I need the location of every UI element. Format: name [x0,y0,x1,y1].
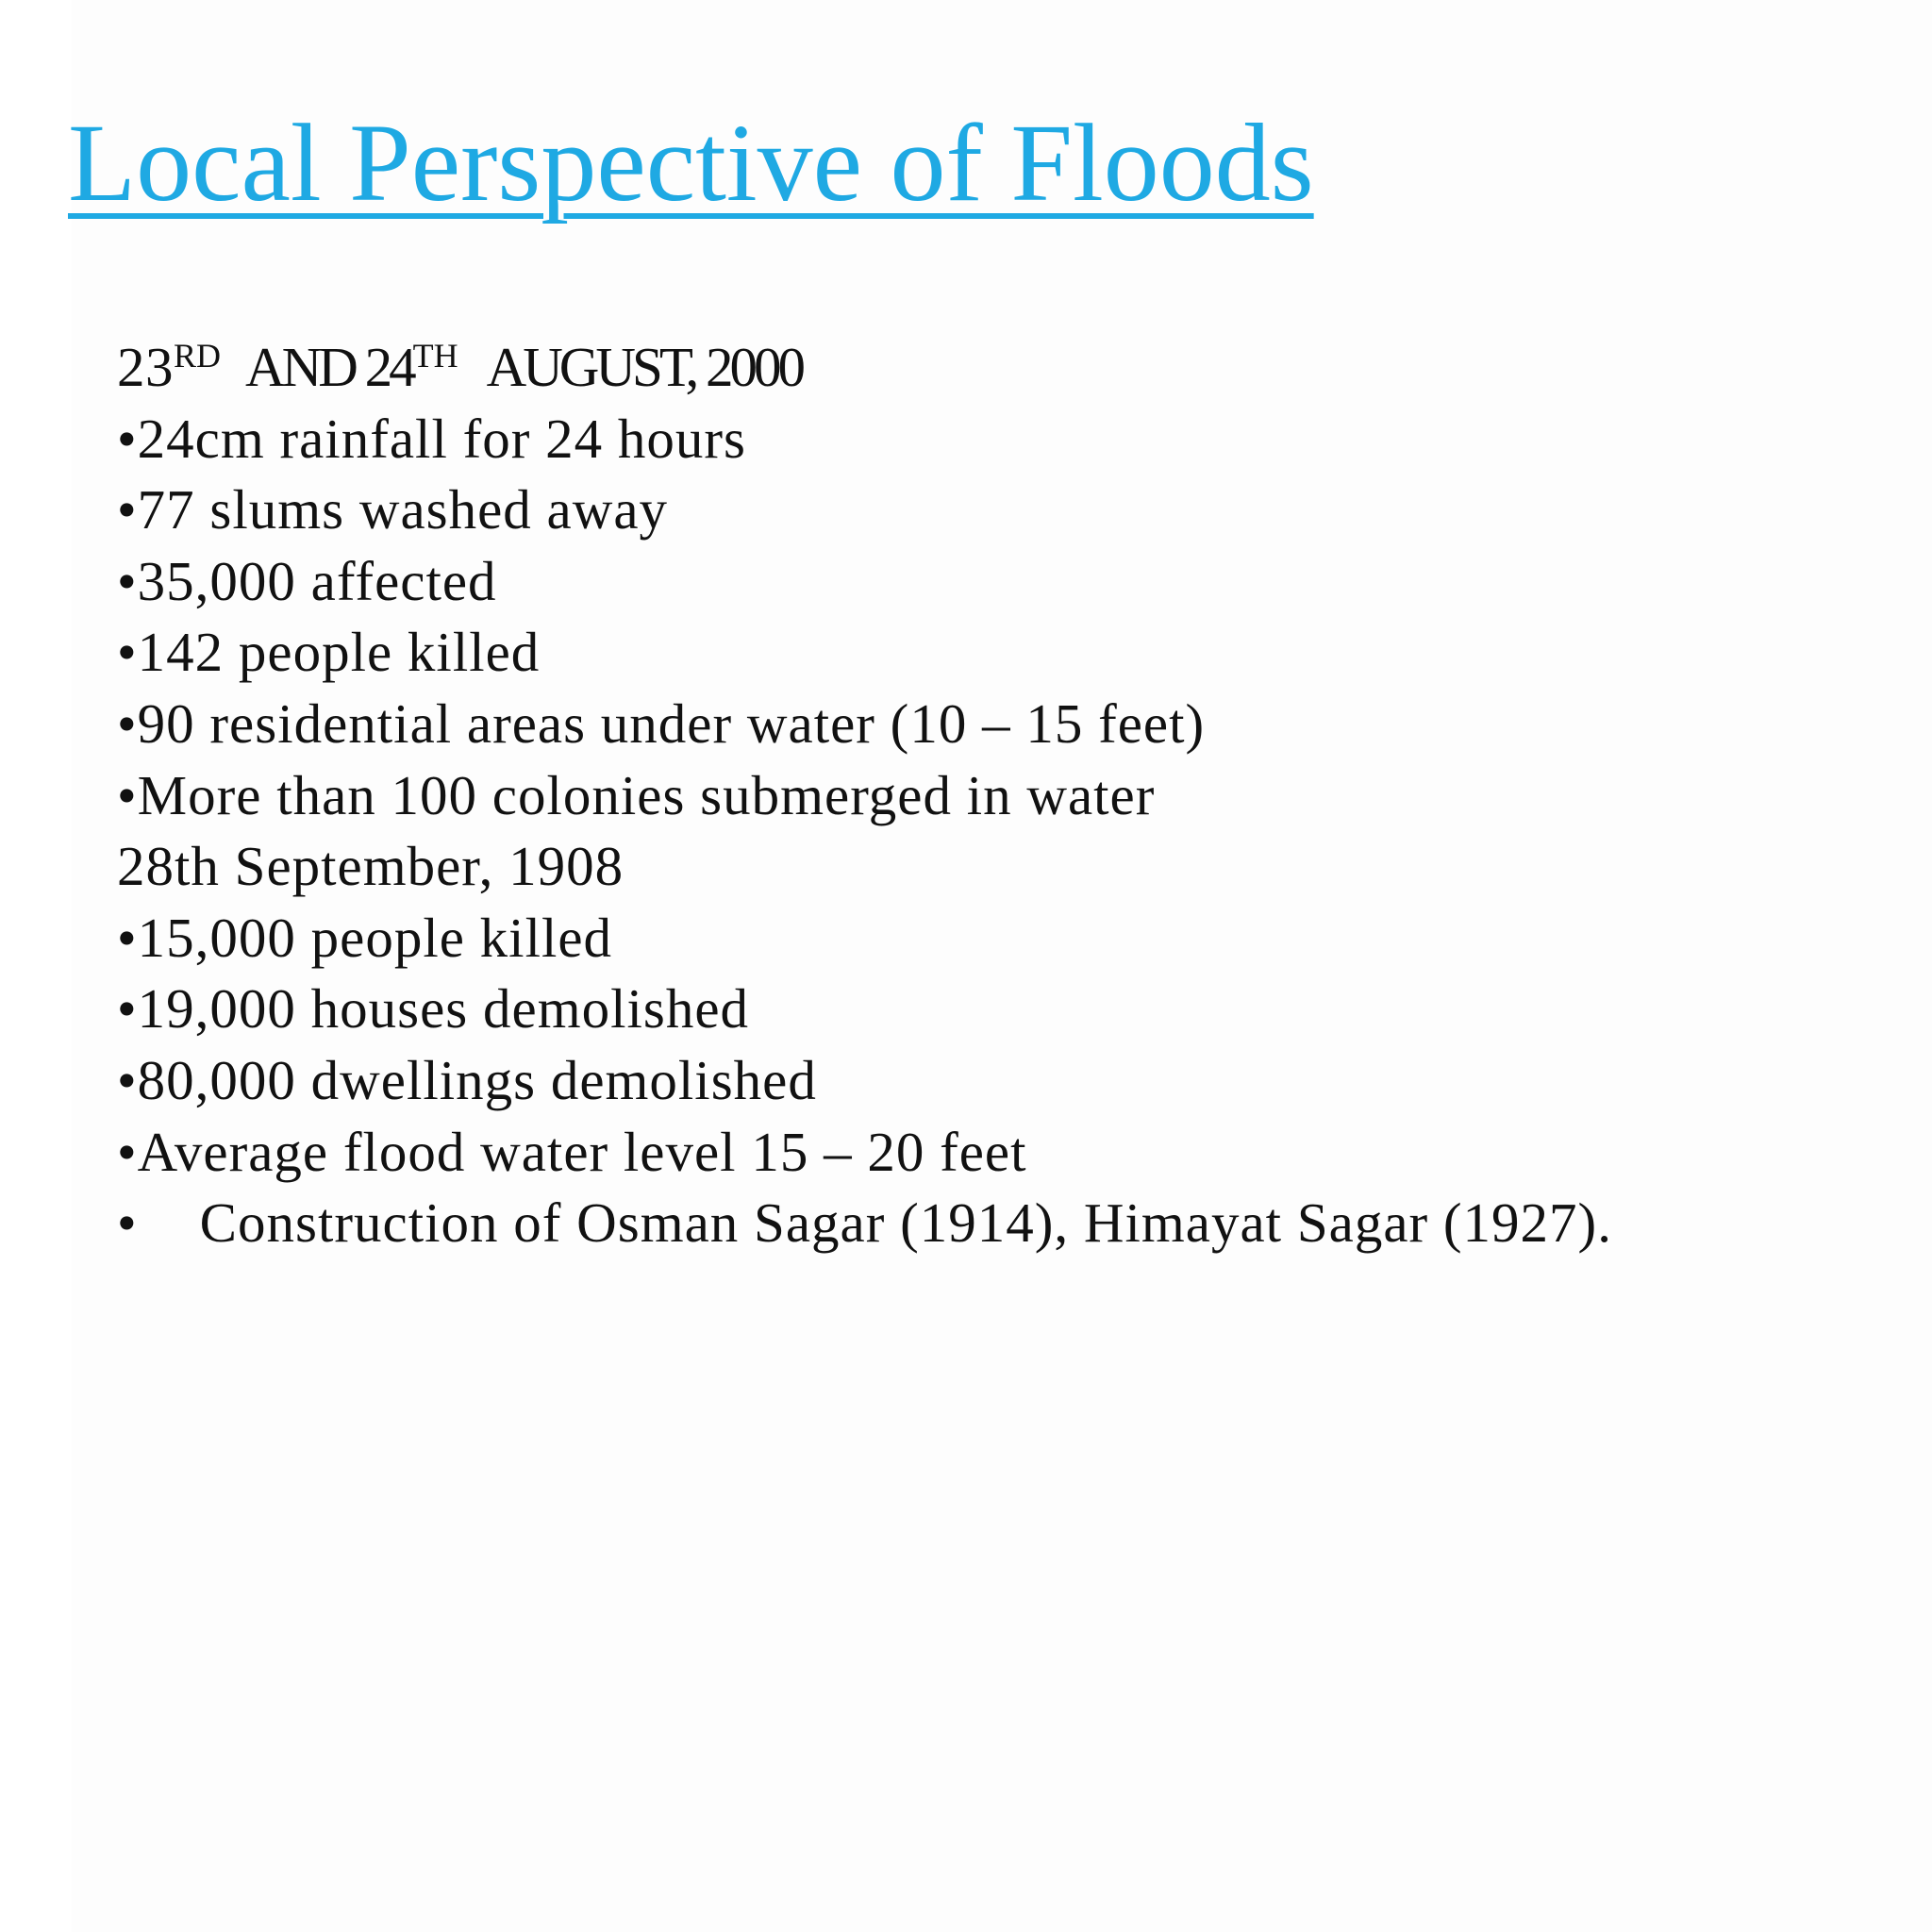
bullet-item: •77 slums washed away [117,478,669,541]
bullet-marker: • [117,1191,138,1255]
date-day-1: 23 [117,336,174,398]
date-heading-2000 [117,332,1890,404]
construction-bullet-item [117,1188,1890,1259]
bullet-item: •90 residential areas under water (10 – 15 feet) [117,691,1206,755]
bullet-item: •24cm rainfall for 24 hours [117,407,746,470]
slide-body [117,332,1890,1259]
date-and: AND 24 [245,336,413,398]
bullet-item: •35,000 affected [117,549,497,612]
bullet-item: •19,000 houses demolished [117,977,750,1041]
date-day-2-suffix: TH [412,337,458,375]
date-day-1-suffix: RD [174,337,222,375]
slide-title: Local Perspective of Floods [68,101,1314,225]
bullet-item: •More than 100 colonies submerged in water [117,763,1156,826]
date-month-year: AUGUST, 2000 [486,336,802,398]
bullet-item: •80,000 dwellings demolished [117,1048,817,1111]
bullet-item: •142 people killed [117,621,541,684]
construction-text: Construction of Osman Sagar (1914), Himayat Sagar (1927). [199,1191,1612,1255]
date-heading-1908: 28th September, 1908 [117,835,625,898]
bullet-item: •Average flood water level 15 – 20 feet [117,1120,1027,1183]
bullet-item: •15,000 people killed [117,906,613,969]
